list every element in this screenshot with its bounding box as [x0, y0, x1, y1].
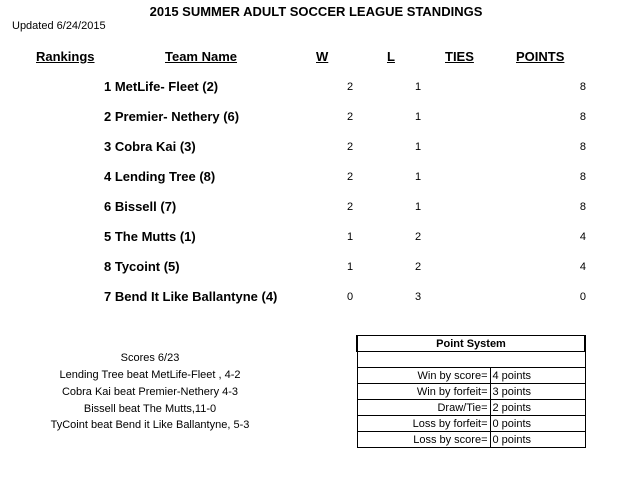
column-header-team-name: Team Name [165, 49, 238, 64]
losses-value: 1 [414, 201, 422, 213]
wins-value: 2 [346, 111, 354, 123]
score-item: TyCoint beat Bend it Like Ballantyne, 5-3 [50, 419, 250, 431]
wins-value: 0 [346, 291, 354, 303]
team-name: 8 Tycoint (5) [104, 259, 180, 274]
point-rule-value: 4 points [490, 368, 585, 384]
score-item: Lending Tree beat MetLife-Fleet , 4-2 [59, 369, 241, 381]
team-name: 6 Bissell (7) [104, 199, 177, 214]
points-value: 8 [579, 141, 586, 153]
point-system-row [357, 384, 585, 400]
team-name: 5 The Mutts (1) [104, 229, 196, 244]
team-name: 4 Lending Tree (8) [104, 169, 216, 184]
wins-value: 2 [346, 171, 354, 183]
points-value: 8 [579, 171, 586, 183]
points-value: 8 [579, 111, 586, 123]
point-rule-value: 3 points [490, 384, 585, 400]
point-rule-label: Draw/Tie= [357, 400, 490, 416]
team-name: 1 MetLife- Fleet (2) [104, 79, 219, 94]
page-title: 2015 SUMMER ADULT SOCCER LEAGUE STANDINGS [149, 4, 483, 19]
column-header-losses: L [387, 49, 395, 64]
point-system-blank-row [357, 352, 585, 368]
points-value: 0 [579, 291, 586, 303]
point-rule-value: 0 points [490, 416, 585, 432]
blank-cell [357, 352, 585, 368]
points-value: 4 [579, 231, 586, 243]
losses-value: 2 [414, 261, 422, 273]
losses-value: 1 [414, 171, 422, 183]
losses-value: 1 [414, 111, 422, 123]
team-name: 2 Premier- Nethery (6) [104, 109, 240, 124]
wins-value: 2 [346, 141, 354, 153]
wins-value: 2 [346, 201, 354, 213]
point-system-title: Point System [357, 336, 585, 352]
losses-value: 1 [414, 141, 422, 153]
losses-value: 2 [414, 231, 422, 243]
point-system-row [357, 416, 585, 432]
point-system-row [357, 368, 585, 384]
column-header-rankings: Rankings [36, 49, 95, 64]
points-value: 8 [579, 201, 586, 213]
wins-value: 2 [346, 81, 354, 93]
losses-value: 3 [414, 291, 422, 303]
team-name: 7 Bend It Like Ballantyne (4) [104, 289, 278, 304]
point-system-row [357, 432, 585, 448]
point-system-row [357, 400, 585, 416]
point-system-table [356, 335, 586, 448]
losses-value: 1 [414, 81, 422, 93]
points-value: 4 [579, 261, 586, 273]
point-rule-value: 0 points [490, 432, 585, 448]
updated-date: Updated 6/24/2015 [12, 20, 106, 32]
point-rule-label: Loss by forfeit= [357, 416, 490, 432]
team-name: 3 Cobra Kai (3) [104, 139, 196, 154]
point-rule-label: Win by score= [357, 368, 490, 384]
column-header-wins: W [316, 49, 329, 64]
score-item: Cobra Kai beat Premier-Nethery 4-3 [61, 386, 239, 398]
point-rule-value: 2 points [490, 400, 585, 416]
point-rule-label: Loss by score= [357, 432, 490, 448]
wins-value: 1 [346, 231, 354, 243]
point-rule-label: Win by forfeit= [357, 384, 490, 400]
point-system-title-row [357, 336, 585, 352]
column-header-points: POINTS [516, 49, 565, 64]
scores-heading: Scores 6/23 [120, 352, 180, 364]
points-value: 8 [579, 81, 586, 93]
wins-value: 1 [346, 261, 354, 273]
column-header-ties: TIES [445, 49, 474, 64]
score-item: Bissell beat The Mutts,11-0 [83, 403, 217, 415]
